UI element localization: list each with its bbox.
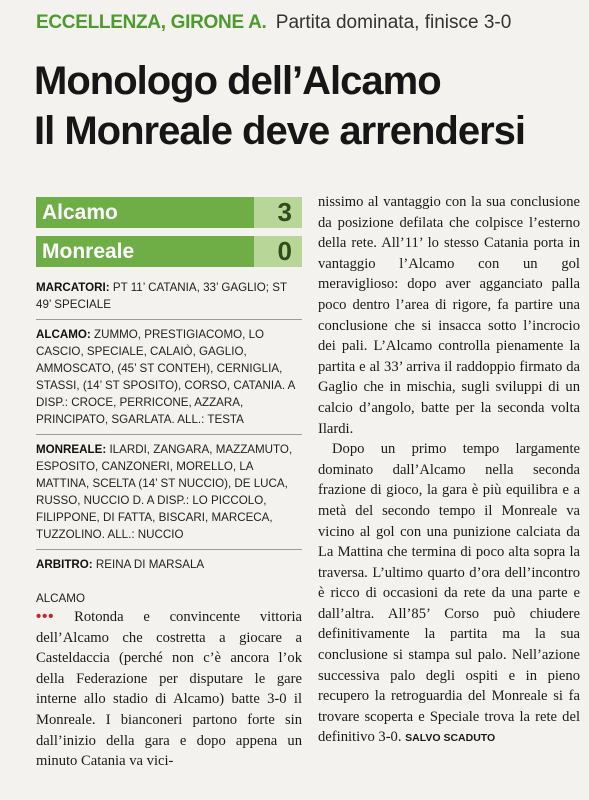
referee-block [36, 552, 302, 577]
divider [36, 319, 302, 320]
article-paragraph-1-start: Rotonda e convincente vittoria dell’Alcamo che costretta a giocare a Casteldaccia (perché non c’è ancora l’ok della Federazione per disputare le gare interne allo stadio di Alcamo) batte 3-0 il Monreale. I bianconeri partono forte sin dall’inizio della gara e dopo appena un minuto Catania va vici- [36, 609, 303, 770]
lineup-monreale-label: MONREALE: [36, 443, 107, 456]
team-name: Monreale [36, 236, 254, 267]
scorers-block [36, 275, 302, 317]
dateline: ALCAMO [36, 592, 85, 605]
referee-text: REINA DI MARSALA [95, 558, 205, 571]
kicker-subtitle: Partita dominata, finisce 3-0 [275, 12, 512, 33]
article-paragraph-1-end: nissimo al vantaggio con la sua conclusione da posizione defilata che colpisce l’esterno della rete. All’11’ lo stesso Catania porta in vantaggio l’Alcamo con un gol meraviglioso: dopo aver agganciato palla poco dentro l’area di rigore, fa partire una conclusione che si insacca sotto l’incrocio dei pali. L’Alcamo controlla pienamente la partita e al 33’ arriva il raddoppio firmato da Gaglio che in mischia, sugli sviluppi di un calcio d’angolo, batte per la seconda volta Ilardi. [318, 194, 580, 437]
headline [34, 56, 584, 156]
scorers-text: PT 11’ CATANIA, 33’ GAGLIO; ST 49’ SPECIALE [36, 281, 287, 311]
lineup-alcamo [36, 322, 302, 432]
headline-line-1: Monologo dell’Alcamo [34, 59, 441, 103]
kicker [36, 10, 581, 36]
headline-line-2: Il Monreale deve arrendersi [34, 109, 526, 153]
team-name: Alcamo [36, 197, 254, 228]
lineup-alcamo-text: ZUMMO, PRESTIGIACOMO, LO CASCIO, SPECIALE, CALAIÒ, GAGLIO, AMMOSCATO, (45’ ST CONTEH), CERNIGLIA, STASSI, (14’ ST SPOSITO), CORSO, CATANIA. A DISP.: CROCE, PERRICONE, AZZARA, PRINCIPATO, SGARLATA. ALL.: TESTA [36, 328, 295, 426]
score-row-home [36, 197, 302, 228]
lineup-monreale-text: ILARDI, ZANGARA, MAZZAMUTO, ESPOSITO, CANZONERI, MORELLO, LA MATTINA, SCELTA (14’ ST NUCCIO), DE LUCA, RUSSO, NUCCIO D. A DISP.: LO PICCOLO, FILIPPONE, DI FATTA, BISCARI, MARCECA, TUZZOLINO. ALL.: NUCCIO [36, 443, 293, 541]
article-body-left [36, 607, 302, 772]
divider [36, 434, 302, 435]
section-tag: ECCELLENZA, GIRONE A. [36, 12, 267, 33]
article-body-right [318, 192, 580, 749]
referee-label: ARBITRO: [36, 558, 93, 571]
team-goals: 0 [277, 236, 292, 266]
divider [36, 549, 302, 550]
lineup-monreale [36, 437, 302, 547]
score-row-away [36, 236, 302, 267]
article-paragraph-2: Dopo un primo tempo largamente dominato dall’Alcamo nella seconda frazione di gioco, la gara è più equilibra e a metà del secondo tempo il Monreale va vicino al gol con una punizione calciata da La Mattina che termina di poco alta sopra la traversa. L’ultimo quarto d’ora dell’incontro è ricco di occasioni da rete da una parte e dall’altra. All’85’ Corso può chiudere definitivamente la partita ma la sua conclusione si stampa sul palo. Nell’azione successiva palo degli ospiti e in pieno recupero la retroguardia del Monreale si fa trovare scoperta e Speciale trova la rete del definitivo 3-0. [318, 441, 580, 746]
scorers-label: MARCATORI: [36, 281, 110, 294]
left-column [36, 197, 302, 772]
team-goals: 3 [277, 197, 292, 227]
lineup-alcamo-label: ALCAMO: [36, 328, 91, 341]
byline: SALVO SCADUTO [405, 732, 496, 745]
bullet-dots: ••• [36, 609, 55, 625]
